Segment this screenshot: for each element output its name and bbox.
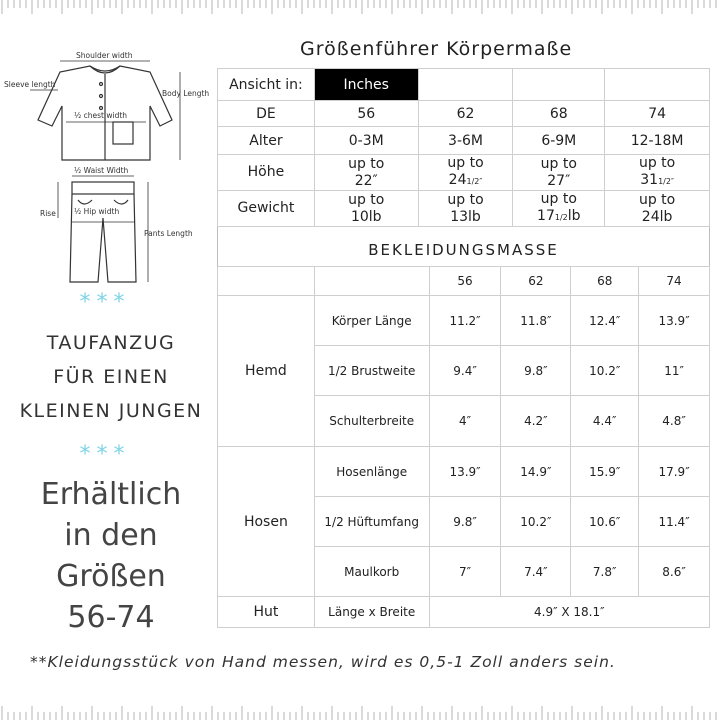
measure-value: 11.8″ bbox=[501, 296, 571, 346]
rise-label: Rise bbox=[40, 209, 56, 218]
row-label-alter: Alter bbox=[218, 127, 315, 155]
height-cell: up to 27″ bbox=[513, 155, 605, 191]
de-size-cell: 68 bbox=[513, 101, 605, 127]
garment-measurement-diagram bbox=[0, 50, 220, 290]
measure-label: Maulkorb bbox=[314, 547, 429, 597]
measure-label: Körper Länge bbox=[314, 296, 429, 346]
measure-value: 10.2″ bbox=[501, 497, 571, 547]
measure-label: Schulterbreite bbox=[314, 396, 429, 447]
unit-inches-button[interactable]: Inches bbox=[314, 69, 418, 101]
weight-cell: up to 13lb bbox=[418, 191, 513, 227]
weight-cell: up to 24lb bbox=[605, 191, 710, 227]
age-cell: 0-3M bbox=[314, 127, 418, 155]
chest-width-label: ½ chest width bbox=[74, 111, 128, 120]
measure-value: 14.9″ bbox=[501, 447, 571, 497]
measure-value: 13.9″ bbox=[429, 447, 501, 497]
measure-label: Hosenlänge bbox=[314, 447, 429, 497]
row-label-de: DE bbox=[218, 101, 315, 127]
measurement-note: **Kleidungsstück von Hand messen, wird es 0,5-1 Zoll anders sein. bbox=[30, 653, 616, 671]
description-line: FÜR EINEN bbox=[53, 366, 169, 388]
measure-value: 4.4″ bbox=[571, 396, 639, 447]
age-cell: 3-6M bbox=[418, 127, 513, 155]
view-label: Ansicht in: bbox=[218, 69, 315, 101]
measure-value: 11″ bbox=[639, 346, 710, 396]
sleeve-length-label: Sleeve length bbox=[4, 80, 56, 89]
measure-value: 4″ bbox=[429, 396, 501, 447]
measure-value: 12.4″ bbox=[571, 296, 639, 346]
clothing-measurement-table bbox=[217, 266, 710, 628]
availability-line: Größen bbox=[56, 559, 166, 594]
hip-width-label: ½ Hip width bbox=[74, 207, 120, 216]
size-header: 56 bbox=[429, 267, 501, 296]
de-size-cell: 62 bbox=[418, 101, 513, 127]
measure-value: 7.4″ bbox=[501, 547, 571, 597]
availability-line: Erhältlich bbox=[40, 477, 182, 512]
weight-cell: up to 10lb bbox=[314, 191, 418, 227]
measure-value: 9.4″ bbox=[429, 346, 501, 396]
decorative-stars-bottom: *** bbox=[79, 442, 131, 467]
height-cell: up to 22″ bbox=[314, 155, 418, 191]
age-cell: 6-9M bbox=[513, 127, 605, 155]
measure-value: 10.6″ bbox=[571, 497, 639, 547]
measure-value: 11.4″ bbox=[639, 497, 710, 547]
measure-value: 15.9″ bbox=[571, 447, 639, 497]
measure-value: 8.6″ bbox=[639, 547, 710, 597]
size-header: 68 bbox=[571, 267, 639, 296]
measure-value: 7″ bbox=[429, 547, 501, 597]
size-header: 74 bbox=[639, 267, 710, 296]
measure-value: 9.8″ bbox=[501, 346, 571, 396]
measure-label: 1/2 Brustweite bbox=[314, 346, 429, 396]
availability-line: 56-74 bbox=[67, 600, 155, 635]
measure-value: 4.8″ bbox=[639, 396, 710, 447]
measure-value: 11.2″ bbox=[429, 296, 501, 346]
measure-value: 17.9″ bbox=[639, 447, 710, 497]
bottom-ruler-decoration bbox=[0, 700, 720, 720]
clothing-measurements-heading: BEKLEIDUNGSMASSE bbox=[217, 232, 710, 267]
decorative-stars-top: *** bbox=[79, 290, 131, 315]
height-cell: up to 241/2″ bbox=[418, 155, 513, 191]
de-size-cell: 74 bbox=[605, 101, 710, 127]
hat-measure-value: 4.9″ X 18.1″ bbox=[429, 597, 709, 628]
top-ruler-decoration bbox=[0, 0, 720, 20]
availability-line: in den bbox=[64, 518, 158, 553]
measure-value: 4.2″ bbox=[501, 396, 571, 447]
description-line: TAUFANZUG bbox=[46, 332, 176, 354]
group-label-hemd: Hemd bbox=[218, 296, 315, 447]
measure-value: 10.2″ bbox=[571, 346, 639, 396]
height-cell: up to 311/2″ bbox=[605, 155, 710, 191]
row-label-gewicht: Gewicht bbox=[218, 191, 315, 227]
description-line: KLEINEN JUNGEN bbox=[19, 400, 203, 422]
group-label-hut: Hut bbox=[218, 597, 315, 628]
age-cell: 12-18M bbox=[605, 127, 710, 155]
product-description bbox=[0, 326, 222, 428]
weight-cell: up to 171/2lb bbox=[513, 191, 605, 227]
size-header: 62 bbox=[501, 267, 571, 296]
group-label-hosen: Hosen bbox=[218, 447, 315, 597]
body-size-table bbox=[217, 68, 710, 227]
row-label-hoehe: Höhe bbox=[218, 155, 315, 191]
measure-value: 13.9″ bbox=[639, 296, 710, 346]
pants-length-label: Pants Length bbox=[144, 229, 193, 238]
page-title: Größenführer Körpermaße bbox=[300, 38, 573, 60]
measure-value: 7.8″ bbox=[571, 547, 639, 597]
measure-value: 9.8″ bbox=[429, 497, 501, 547]
measure-label: 1/2 Hüftumfang bbox=[314, 497, 429, 547]
waist-width-label: ½ Waist Width bbox=[74, 166, 129, 175]
shoulder-width-label: Shoulder width bbox=[76, 51, 133, 60]
measure-label: Länge x Breite bbox=[314, 597, 429, 628]
body-length-label: Body Length bbox=[162, 89, 210, 98]
availability-text bbox=[0, 474, 222, 638]
de-size-cell: 56 bbox=[314, 101, 418, 127]
